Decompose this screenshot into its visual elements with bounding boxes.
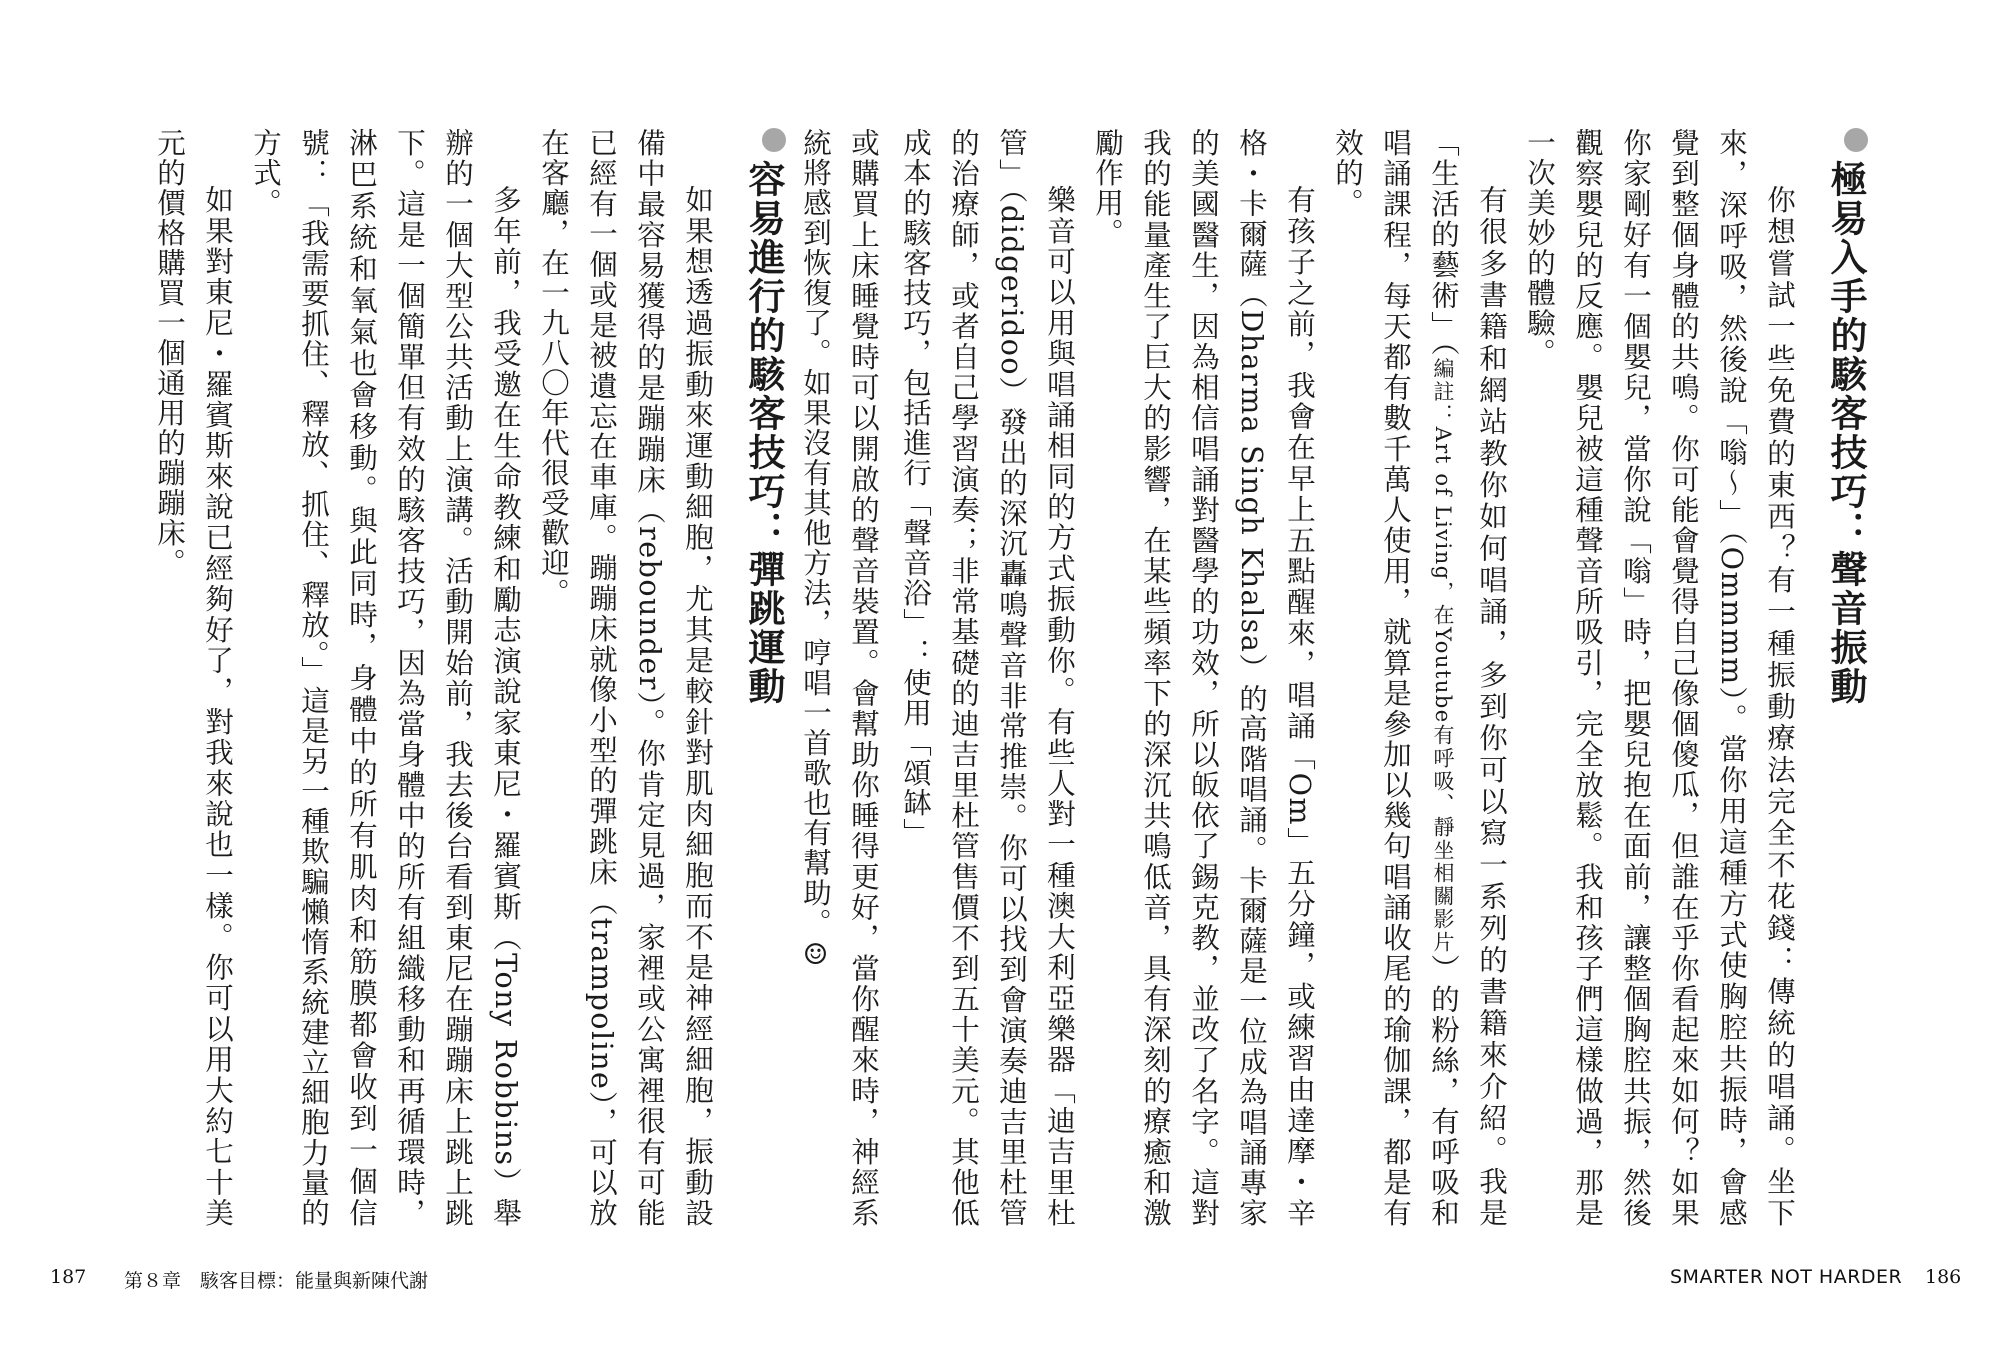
section-heading-sound-vibration xyxy=(1817,128,1873,1228)
paragraph: 多年前，我受邀在生命教練和勵志演說家東尼・羅賓斯（Tony Robbins）舉辦的一個大型公共活動上演講。活動開始前，我去後台看到東尼在蹦蹦床上跳上跳下。這是一個簡單但有效的駭客技巧，因為當身體中的所有組織移動和再循環時，淋巴系統和氧氣也會移動。與此同時，身體中的所有肌肉和筋膜都會收到一個信號：「我需要抓住、釋放、抓住、釋放。」這是另一種欺騙懶惰系統建立細胞力量的方式。 xyxy=(249,128,522,1228)
continued-paragraph: 或購買上床睡覺時可以開啟的聲音裝置。會幫助你睡得更好，當你醒來時，神經系統將感到恢復了。如果沒有其他方法，哼唱一首歌也有幫助。☺ xyxy=(799,128,880,1228)
paragraph-text: 有很多書籍和網站教你如何唱誦，多到你可以寫一系列的書籍來介紹。我是「生活的藝術」（ xyxy=(1427,128,1508,1228)
heading-text: 極易入手的駭客技巧：聲音振動 xyxy=(1824,160,1867,706)
page-number-left: 187 xyxy=(50,1266,87,1288)
page-number-right: 186 xyxy=(1925,1266,1962,1288)
paragraph-with-note xyxy=(1323,128,1515,1228)
heading-text: 容易進行的駭客技巧：彈跳運動 xyxy=(742,160,785,706)
section-heading-rebounding xyxy=(735,128,791,1228)
editor-note-text: Art of Living，在Youtube有呼吸、靜坐相關影片 xyxy=(1431,426,1455,955)
book-title-running-head: SMARTER NOT HARDER xyxy=(1670,1266,1903,1288)
paragraph: 如果對東尼・羅賓斯來說已經夠好了，對我來說也一樣。你可以用大約七十美元的價格購買一個通用的蹦蹦床。 xyxy=(153,128,234,1228)
editor-note-label: 編註： xyxy=(1431,357,1455,427)
paragraph: 如果想透過振動來運動細胞，尤其是較針對肌肉細胞而不是神經細胞，振動設備中最容易獲得的是蹦蹦床（rebounder）。你肯定見過，家裡或公寓裡很有可能已經有一個或是被遺忘在車庫。蹦蹦床就像小型的彈跳床（trampoline），可以放在客廳，在一九八〇年代很受歡迎。 xyxy=(537,128,714,1228)
paragraph: 樂音可以用與唱誦相同的方式振動你。有些人對一種澳大利亞樂器「迪吉里杜管」（didgeridoo）發出的深沉轟鳴聲音非常推崇。你可以找到會演奏迪吉里杜管的治療師，或者自己學習演奏；非常基礎的迪吉里杜管售價不到五十美元。其他低成本的駭客技巧，包括進行「聲音浴」：使用「頌缽」 xyxy=(899,128,1076,1228)
chapter-running-head: 第８章 駭客目標：能量與新陳代謝 xyxy=(124,1270,429,1292)
bullet-icon xyxy=(1844,128,1868,152)
paragraph: 你想嘗試一些免費的東西？有一種振動療法完全不花錢：傳統的唱誦。坐下來，深呼吸，然後說「嗡～」（Ommmm）。當你用這種方式使胸腔共振時，會感覺到整個身體的共鳴。你可能會覺得自己像個傻瓜，但誰在乎你看起來如何？如果你家剛好有一個嬰兒，當你說「嗡」時，把嬰兒抱在面前，讓整個胸腔共振，然後觀察嬰兒的反應。嬰兒被這種聲音所吸引，完全放鬆。我和孩子們這樣做過，那是一次美妙的體驗。 xyxy=(1523,128,1796,1228)
paragraph-text: ）的粉絲，有呼吸和唱誦課程，每天都有數千萬人使用，就算是參加以幾句唱誦收尾的瑜伽課，都是有效的。 xyxy=(1331,128,1460,1228)
bullet-icon xyxy=(762,128,786,152)
right-page-body xyxy=(899,128,1873,1228)
paragraph: 有孩子之前，我會在早上五點醒來，唱誦「Om」五分鐘，或練習由達摩・辛格・卡爾薩（Dharma Singh Khalsa）的高階唱誦。卡爾薩是一位成為唱誦專家的美國醫生，因為相信唱誦對醫學的功效，所以皈依了錫克教，並改了名字。這對我的能量產生了巨大的影響，在某些頻率下的深沉共鳴低音，具有深刻的療癒和激勵作用。 xyxy=(1091,128,1316,1228)
left-page-body xyxy=(127,128,887,1228)
